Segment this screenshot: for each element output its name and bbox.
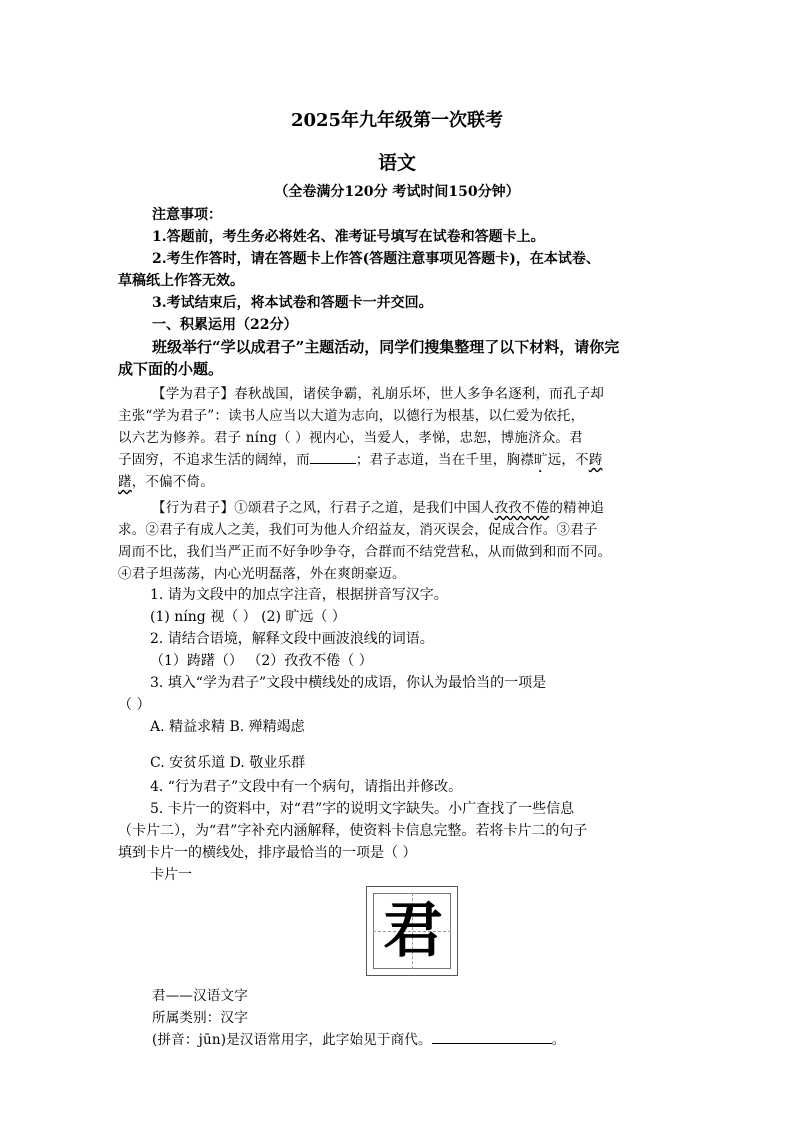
card-line-1: 君——汉语文字 (152, 988, 248, 1004)
passage-a-line-5-rest: ，不偏不倚。 (131, 474, 214, 490)
card-line-2: 所属类别：汉字 (152, 1010, 248, 1026)
wavy-word-chouchu-1: 踌 (588, 452, 603, 468)
question-3: 3. 填入“学为君子”文段中横线处的成语，你认为最恰当的一项是 (150, 675, 547, 691)
notice-item-2-cont: 草稿纸上作答无效。 (118, 273, 244, 289)
card-answer-blank (432, 1031, 552, 1044)
passage-a-line-4-part-c: 远，不 (547, 452, 589, 468)
passage-b-line-1-part-a: 【行为君子】①颂君子之风，行君子之道，是我们中国人 (152, 500, 495, 516)
question-1: 1. 请为文段中的加点字注音，根据拼音写汉字。 (150, 587, 448, 603)
question-5-line-2: （卡片二），为“君”字补充内涵解释，使资料卡信息完整。若将卡片二的句子 (118, 823, 588, 839)
question-2-options: （1）踌躇（） （2）孜孜不倦（ ） (150, 653, 373, 669)
card-1-label: 卡片一 (150, 867, 192, 883)
section-intro-1: 班级举行“学以成君子”主题活动，同学们搜集整理了以下材料，请你完 (152, 338, 620, 356)
card-line-3-text: (拼音：jūn)是汉语常用字，此字始见于商代。 (152, 1032, 432, 1048)
passage-a-line-2: 主张“学为君子”：读书人应当以大道为志向，以德行为根基，以仁爱为依托， (118, 408, 585, 424)
passage-a-line-3: 以六艺为修养。君子 níng（ ）视内心，当爱人，孝悌，忠恕，博施济众。君 (118, 430, 583, 446)
subject-title: 语文 (377, 152, 416, 174)
card-line-3 (152, 1028, 722, 1048)
character-glyph: 君 (383, 896, 443, 966)
card-line-3-period: 。 (551, 1032, 566, 1048)
passage-a-line-1: 【学为君子】春秋战国，诸侯争霸，礼崩乐坏，世人多争名逐利，而孔子却 (152, 386, 605, 402)
passage-b-line-3: 周而不比，我们当严正而不好争吵争夺，合群而不结党营私，从而做到和而不同。 (118, 544, 612, 560)
question-3-options-ab: A. 精益求精 B. 殚精竭虑 (150, 719, 305, 735)
section-intro-2: 成下面的小题。 (118, 360, 224, 378)
passage-b-line-4: ④君子坦荡荡，内心光明磊落，外在爽朗豪迈。 (118, 566, 406, 582)
question-1-options: (1) níng 视（ ） (2) 旷远（ ） (150, 609, 346, 625)
question-3-options-cd: C. 安贫乐道 D. 敬业乐群 (150, 755, 306, 771)
question-3-paren: （ ） (118, 697, 151, 713)
notice-item-2: 2.考生作答时，请在答题卡上作答(答题注意事项见答题卡)，在本试卷、 (152, 251, 600, 267)
wavy-word-chouchu-2: 躇 (118, 474, 132, 490)
exam-info: （全卷满分120分 考试时间150分钟） (274, 184, 520, 200)
notice-item-1: 1.答题前，考生务必将姓名、准考证号填写在试卷和答题卡上。 (152, 229, 545, 245)
notice-heading: 注意事项： (152, 207, 222, 223)
passage-b-line-2: 求。②君子有成人之美，我们可为他人介绍益友，消灭误会，促成合作。③君子 (118, 522, 598, 538)
passage-a-line-4-part-a: 子固穷，不追求生活的阔绰，而 (118, 452, 310, 468)
question-4: 4. “行为君子”文段中有一个病句，请指出并修改。 (150, 779, 463, 795)
wavy-word-zizibujuan: 孜孜不倦 (494, 500, 550, 516)
dotted-char: 旷 (533, 452, 548, 468)
passage-b-line-1 (152, 496, 722, 516)
idiom-blank (310, 451, 356, 464)
question-2: 2. 请结合语境，解释文段中画波浪线的词语。 (150, 631, 434, 647)
section-heading: 一、积累运用（22分） (152, 317, 298, 333)
question-5-line-1: 5. 卡片一的资料中，对“君”字的说明文字缺失。小广查找了一些信息 (150, 801, 575, 817)
notice-item-3: 3.考试结束后，将本试卷和答题卡一并交回。 (152, 295, 433, 311)
exam-title: 2025年九年级第一次联考 (290, 110, 504, 131)
question-5-line-3: 填到卡片一的横线处，排序最恰当的一项是（ ） (118, 845, 417, 861)
passage-b-line-1-part-b: 的精神追 (549, 500, 605, 516)
passage-a-line-5 (118, 470, 688, 490)
passage-a-line-4-part-b: ；君子志道，当在千里，胸襟 (355, 452, 534, 468)
character-grid (366, 886, 458, 976)
